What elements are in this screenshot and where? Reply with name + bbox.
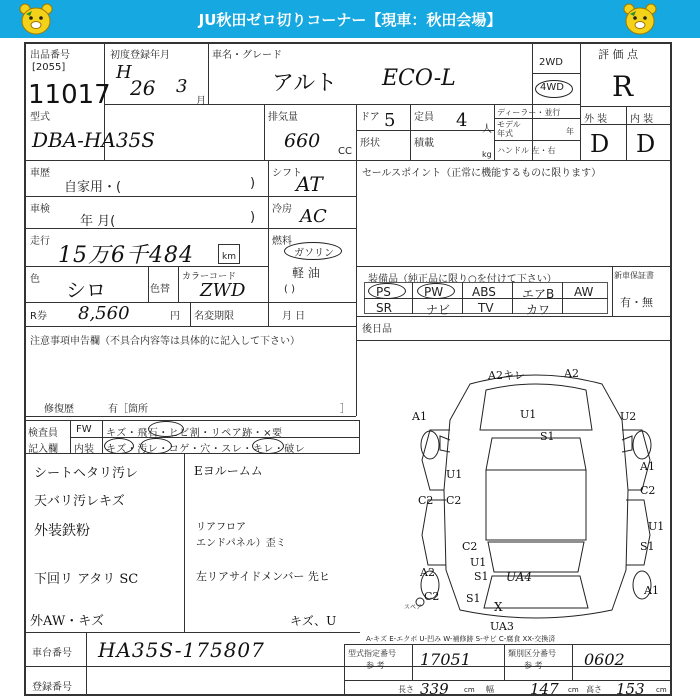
color-label: 色 <box>30 274 40 285</box>
int-circle-1 <box>104 438 134 454</box>
equip-ps: PS <box>376 285 391 299</box>
name-change-label: 名変期限 <box>194 311 234 322</box>
ext-label: 外 装 <box>584 114 608 125</box>
length-value: 339 <box>420 680 449 698</box>
ref-2: 参 考 <box>524 661 543 670</box>
new-cert-value: 有・無 <box>620 296 653 309</box>
int-grade: D <box>636 130 656 158</box>
recycle-unit: 円 <box>170 311 180 322</box>
dealer-label: ディーラー・並行 <box>497 108 561 117</box>
width-label: 幅 <box>486 685 494 694</box>
car-name: アルト <box>272 71 338 96</box>
use-value: 自家用・( <box>64 180 122 195</box>
equip-leather: カワ <box>526 303 551 317</box>
use-close: ) <box>250 176 256 191</box>
remark-left-1: シートヘタリ汚レ <box>34 466 139 481</box>
fw-label: FW <box>76 424 92 435</box>
reg-month: 3 <box>176 76 188 97</box>
inspector-label-2: 記入欄 <box>28 444 58 455</box>
width-value: 147 <box>530 680 559 698</box>
equip-sr: SR <box>376 301 392 315</box>
int-circle-2 <box>140 438 172 454</box>
fuel-label: 燃料 <box>272 236 292 247</box>
repair-value: 有［箇所 <box>108 404 148 415</box>
chassis-label: 車台番号 <box>32 648 72 659</box>
load-label: 積載 <box>414 138 434 149</box>
reg-month-unit: 月 <box>196 96 206 107</box>
score-label: 評 価 点 <box>598 48 638 61</box>
reg-era: H <box>116 62 132 83</box>
name-label: 車名・グレード <box>212 50 282 61</box>
dmg-label-spare: スペア <box>404 604 423 611</box>
disp-unit: CC <box>338 146 352 157</box>
dmg-label-11: C2 <box>640 484 656 497</box>
bear-mascot-icon <box>622 2 658 36</box>
reg-year: 26 <box>130 76 156 100</box>
class-value: 0602 <box>584 650 625 669</box>
dmg-label-9: C2 <box>418 494 434 507</box>
repair-close: ］ <box>340 404 350 415</box>
repair-label: 修復歴 <box>44 404 74 415</box>
int-items: キズ・汚レ・コゲ・穴・スレ・キレ・破レ <box>106 444 306 455</box>
fuel-paren: ( ) <box>284 284 295 295</box>
model-label: 型式 <box>30 112 50 123</box>
mileage-label: 走行 <box>30 236 50 247</box>
ext-grade: D <box>590 130 610 158</box>
equip-airbag: エアB <box>522 287 555 301</box>
remark-left-5: 外AW・キズ <box>30 614 104 629</box>
car-damage-diagram <box>400 360 672 632</box>
remark-right-4: 左リアサイドメンバー 先ヒ <box>196 570 330 583</box>
equip-pw-circle <box>417 283 455 299</box>
score: R <box>612 70 634 103</box>
dmg-label-13: S1 <box>640 540 655 553</box>
inspect-label: 車検 <box>30 204 50 215</box>
fuel-gas: ガソリン <box>294 248 334 259</box>
inspector-label-1: 検査員 <box>28 428 58 439</box>
cap-unit: 人 <box>482 124 492 135</box>
equip-label: 装備品（純正品に限り○を付けて下さい） <box>368 274 557 285</box>
fw-circle <box>148 421 184 437</box>
type-cert-label: 型式指定番号 <box>348 649 396 658</box>
dmg-label-6: U2 <box>620 410 637 423</box>
banner <box>0 0 700 38</box>
width-unit: cm <box>568 686 579 694</box>
dmg-label-10: C2 <box>446 494 462 507</box>
reg-label: 初度登録年月 <box>110 50 170 61</box>
use-label: 車歴 <box>30 168 50 179</box>
color-code-label: カラーコード <box>182 272 237 282</box>
mileage-unit: km <box>222 252 236 262</box>
height-value: 153 <box>616 680 645 698</box>
model-year-label: モデル 年式 <box>497 120 521 138</box>
door-label: ドア <box>360 112 380 123</box>
dmg-label-1: A2キレ <box>488 369 525 382</box>
inspect-close: ) <box>250 210 256 225</box>
ac-label: 冷房 <box>272 204 292 215</box>
class-label: 類別区分番号 <box>508 649 556 658</box>
reg-no-label: 登録番号 <box>32 682 72 693</box>
notes-label: 注意事項申告欄（不具合内容等は具体的に記入して下さい） <box>30 336 300 347</box>
grade: ECO-L <box>382 66 456 91</box>
dmg-label-15: C2 <box>462 540 478 553</box>
disp-value: 660 <box>284 130 321 152</box>
drive-4wd: 4WD <box>540 82 564 93</box>
equip-pw: PW <box>424 285 444 299</box>
dmg-label-5: S1 <box>540 430 555 443</box>
cap-label: 定員 <box>414 112 434 123</box>
drive-2wd: 2WD <box>539 57 563 68</box>
later-label: 後日品 <box>362 324 392 335</box>
new-cert-label: 新車保証書 <box>614 271 654 280</box>
sales-label: セールスポイント（正常に機能するものに限ります） <box>362 168 602 179</box>
fuel-diesel: 軽 油 <box>292 266 320 280</box>
remark-left-2: 天バリ汚レキズ <box>34 494 125 509</box>
remark-right-5: キズ、U <box>290 614 337 628</box>
fw-items: キズ・飛石・ヒビ割・リペア跡・×要 <box>106 428 283 439</box>
int-label: 内 装 <box>630 114 654 125</box>
door-value: 5 <box>384 110 396 131</box>
recycle-value: 8,560 <box>78 303 130 324</box>
color-code: ZWD <box>200 280 246 301</box>
dmg-label-19: A2 <box>420 566 435 579</box>
chassis-value: HA35S-175807 <box>98 638 265 662</box>
handle-label: ハンドル 左・右 <box>497 146 556 155</box>
damage-legend: A-キズ E-エクボ U-凹み W-補修跡 S-サビ C-腐食 XX-交換済 <box>366 635 556 643</box>
ac-value: AC <box>300 206 327 227</box>
dmg-label-23: X <box>494 600 503 614</box>
mileage-value: 15万6千484 <box>58 243 194 268</box>
dmg-label-22: UA3 <box>490 620 514 633</box>
dmg-label-3: A1 <box>412 410 427 423</box>
equip-abs: ABS <box>472 285 496 299</box>
color-value: シロ <box>66 278 106 302</box>
int-label: 内装 <box>74 444 94 455</box>
dmg-label-7: A1 <box>640 460 655 473</box>
name-change-value: 月 日 <box>282 311 306 322</box>
height-unit: cm <box>656 686 667 694</box>
int-circle-3 <box>252 438 284 454</box>
remark-left-3: 外装鉄粉 <box>34 523 90 539</box>
lot-label: 出品番号 <box>30 50 70 61</box>
shape-label: 形状 <box>360 138 380 149</box>
equip-aw: AW <box>574 285 594 299</box>
dmg-label-2: A2 <box>564 367 579 380</box>
ref-1: 参 考 <box>366 661 385 670</box>
shift-value: AT <box>296 172 323 196</box>
length-label: 長さ <box>398 685 414 694</box>
load-unit: kg <box>482 150 492 159</box>
dmg-label-20: C2 <box>424 590 440 603</box>
dmg-label-16: U1 <box>470 556 487 569</box>
dmg-label-12: U1 <box>648 520 665 533</box>
banner-title: JU秋田ゼロ切りコーナー【現車：秋田会場】 <box>198 11 502 29</box>
model-year-unit: 年 <box>566 127 574 136</box>
remark-right-1: Eヨルームム <box>194 464 263 478</box>
type-cert-value: 17051 <box>420 650 471 669</box>
dmg-label-4: U1 <box>520 408 537 421</box>
dmg-label-18: UA4 <box>506 570 533 584</box>
remark-right-3: リアフロア エンドパネル）歪ミ <box>196 522 286 549</box>
length-unit: cm <box>464 686 475 694</box>
lot-number: 11017 <box>28 80 111 110</box>
cap-value: 4 <box>456 110 468 131</box>
lot-sub: [2055] <box>32 62 66 73</box>
dmg-label-17: S1 <box>474 570 489 583</box>
dmg-label-21: S1 <box>466 592 481 605</box>
inspect-value: 年 月( <box>80 214 116 229</box>
dmg-label-8: U1 <box>446 468 463 481</box>
equip-navi: ナビ <box>426 303 451 317</box>
dmg-label-14: A1 <box>644 584 659 597</box>
equip-ps-circle <box>368 283 406 299</box>
height-label: 高さ <box>586 685 602 694</box>
equip-tv: TV <box>478 301 494 315</box>
disp-label: 排気量 <box>268 112 298 123</box>
shift-label: シフト <box>272 168 302 179</box>
recycle-label: R券 <box>30 311 47 322</box>
color2-label: 色替 <box>150 284 170 295</box>
remark-left-4: 下回リ アタリ SC <box>34 572 139 587</box>
model-value: DBA-HA35S <box>32 128 155 152</box>
